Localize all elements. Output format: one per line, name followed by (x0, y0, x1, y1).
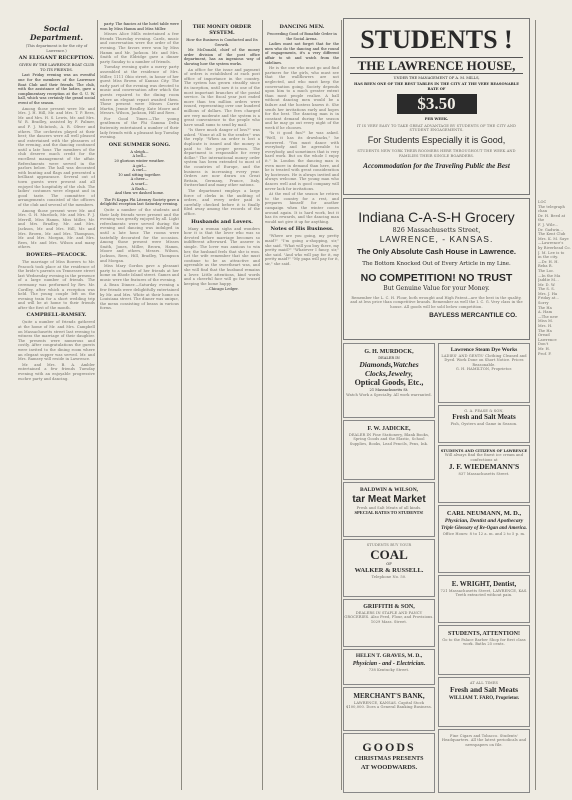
grocery-ad: Indiana C-A-S-H Grocery 826 Massachusetts Street, LAWRENCE, - KANSAS. The Only Absolute Cash House in Lawrence. The Bottom Knocked Out of Every Article in my Line. NO COMPETITION! NO TRUST But Genuine Value for your Money. Remember the L. C. H. Flour, both wrought and High Patent—are the best in the quality, and at less price than competitive brands. Remember as well the I. C. G. Very class in the house. All goods will be sold below competition. BAYLESS MERCANTILE CO. (343, 198, 530, 340)
cut-off-column: LOC The telegraph chan Dr. H. Beed at the F. J. Wile... Dr. Gadwin... The Kent Club Mrs. K. M. Saye —Lawrence's by Riverhead Co. J. M. Lee is to in the city. —Dr. H. H. Reba R. The Loc. —In the Ma Jaddie M... Mr. D. W. The S. S. Mrs. J. Ha Friday at... Sorry The Ha A. Ham —The new Miss M. Mrs. H. The Ha Oread Lawrence Don't Mr. H. Prof. F. (538, 200, 571, 356)
poem-line: A cheer— (130, 177, 149, 182)
column-society-notes: party. The fancies at the hotel table were won by Miss Hamm and Miss Miller. Misses Alice Mills entertained a few friends Thursday evening. Cards, music and conversation were the order of the evening. The favors were won by Miss Hamm and Mr. Jackson. Mr. and Mrs. Smith of the Eldridge gave a dinner party Sunday to a number of friends. Tuesday evening quite a merry party assembled at the residence of Mrs. Miller, 1111 Ohio street, in honor of her guest Miss Brown of Kansas City. The early part of the evening was devoted to music and conversation after which the guests repaired to the dining room where an elegant repast awaited them. Those present were Misses Carrie Martin, Jennie Bradley, Kate Moore and Messrs. Wilson, Jackson, Hill and Rees. For Good Times.—The young gentlemen of the Phi Gamma Delta fraternity entertained a number of their lady friends with a pleasant hop Tuesday evening. ONE SUMMER SONG. A sleigh— A bell— 20 glorious winter weather. A girl— A curl— 10 and sitting together. A cheer— A scarf— A flash— And then we dashed home. The Pi Kappa Phi Literary Society gave a delightful reception last Saturday evening. Quite a number of the students and their lady friends were present and the evening was greatly enjoyed by all. Light refreshments were served during the evening and dancing was indulged in until a late hour. The rooms were tastefully decorated for the occasion. Among those present were Misses Smith, Jones, Miller, Brown, Hamm, Moore and others, Messrs. Wilson, Jackson, Rees, Hill, Bradley, Thompson and Morgan. Miss Mary Gordon gave a pleasant party to a number of her friends at her home on Rhode Island street. Games and music were the features of the evening. A Bean Dinner.—Saturday evening a few friends were delightfully entertained by Mr. and Mrs. White at their home on Louisiana street. The dinner was unique, the menu consisting of beans in various forms. (100, 22, 179, 311)
wiedemann-ad: STUDENTS AND CITIZENS OF LAWRENCE Will always find the finest ice cream and confections at J. F. WIEDEMANN'S 837 Massachusetts Street. (438, 445, 530, 503)
dancing-subheading: Proceeding Good of Bonafide Order in the Social Arena. (267, 32, 337, 41)
neumann-name: CARL NEUMANN, M. D., (446, 510, 522, 517)
students-especially: For Students Especially it is Good, (367, 135, 506, 146)
steam-dye-ad: Lawrence Steam Dye Works LADIES' AND GENTS' Clothing Cleaned and Dyed. Work Done on Short Notice. Prices Reasonable. G. H. HAMILTON, Proprietor. (438, 343, 530, 403)
column-rule (181, 20, 182, 790)
lawrence-house-management: UNDER THE MANAGEMENT OF A. M. MILLS, (393, 76, 480, 80)
graves-ad: HELEN T. GRAVES, M. D., Physician - and - Electrician. 738 Kentucky Street. (343, 649, 435, 685)
column-dancing: DANCING MEN. Proceeding Good of Bonafide Order in the Social Arena. Ladies must not forget that for the men who do the dancing and the round of engagements, it's a very different affair to sit and watch from the sidelines. He is the one who must go and find partners for the girls, who must see that the wallflowers are not neglected, and who must keep the conversation going. Society depends upon him to a much greater extent than most people realize. A ball without dancing men would be a failure and the hostess knows it. She sends her invitations early and hopes for the best. The dancing man is in constant demand during the season and he may go out every night of the week if he chooses. "Is it good fun?" he was asked. "Well, it has its drawbacks," he answered. "You must dance with everybody and be agreeable to everybody, and sometimes that is very hard work. But on the whole I enjoy it." In London the dancing man is even more in demand than here, and he is treated with great consideration by hostesses. He is always invited and always welcome. The young man who dances well and is good company will never lack for invitations. At the end of the season he retires to the country for a rest, and prepares himself for another campaign when the winter comes around again. It is hard work, but it has its rewards, and the dancing man would not give it up for anything. Notes of His Business. "Where are you going, my pretty maid?" "I'm going a-shopping, sir," she said. "What will you buy there, my pretty maid?" "Whatever I fancy, sir," she said. "And who will pay for it, my pretty maid?" "My papa will pay for it, sir," she said. (265, 24, 339, 266)
social-subtitle: (This department is for the city of Lawrence.) (25, 44, 88, 53)
column-rule (262, 20, 263, 790)
grocery-title: Indiana C-A-S-H Grocery (358, 209, 515, 225)
poem-line: A bell— (132, 154, 147, 159)
column-rule (535, 20, 536, 790)
poem-line: 10 and sitting together. (118, 172, 161, 177)
fresh-meats-ad-2: AT ALL TIMES Fresh and Salt Meats WILLIAM T. FARO, Proprietor. (438, 677, 530, 727)
ledger-signature: —Chicago Ledger. (205, 287, 239, 292)
students-title: STUDENTS ! (360, 25, 513, 54)
business-heading: Notes of His Business. (270, 226, 334, 233)
poem-line: A sleigh— (130, 149, 149, 154)
coal-ad: STUDENTS BUY YOUR COAL OF WALKER & RUSSELL. Telephone No. 50. (343, 539, 435, 597)
attention-ad: STUDENTS, ATTENTION! Go to the Palace Barber Shop for first class work. Baths 25 cents. (438, 625, 530, 675)
poem (100, 150, 179, 196)
grocery-address: 826 Massachusetts Street, (392, 226, 481, 234)
fresh-meats-ad-1: G. A. PEASE & SON, Fresh and Salt Meats Fish, Oysters and Game in Season. (438, 405, 530, 443)
coal-title: COAL (370, 547, 408, 563)
murdock-name: G. H. MURDOCK, (364, 349, 414, 355)
lawrence-house-name: THE LAWRENCE HOUSE, (350, 57, 523, 74)
money-order-subheading: How the Business is Conducted and Its Growth. (186, 38, 258, 47)
lawrence-house-ad: STUDENTS ! THE LAWRENCE HOUSE, UNDER THE MANAGEMENT OF A. M. MILLS, HAS BEEN ONE OF THE BEST TABLES IN THE CITY AT THE VERY REASONABLE RATE OF $3.50 PER WEEK. IT IS VERY EASY TO TAKE GREAT ADVANTAGE BY STUDENTS OF THE CITY AND STUDENT ENGAGEMENTS. For Students Especially it is Good, STUDENTS NEW YORK THEIR ROOMERS HERE THROUGHOUT THE WEEK AND FAMILIES THEIR SINGLE BOARDERS. Accommodation for the Traveling Public the Best (343, 18, 530, 195)
woodwards: AT WOODWARDS. (360, 764, 418, 771)
jadicke-name: F. W. JADICKE, (367, 426, 411, 432)
faro-proprietor: WILLIAM T. FARO, Proprietor. (448, 696, 520, 702)
goods-title: GOODS (362, 740, 416, 754)
steam-dye-title: Lawrence Steam Dye Works (450, 347, 518, 353)
wiedemann-name: J. F. WIEDEMANN'S (448, 462, 520, 472)
graves-name: HELEN T. GRAVES, M. D., (355, 653, 423, 659)
poem-line: And then we dashed home. (114, 191, 165, 196)
meat-market-ad: BALDWIN & WILSON, tar Meat Market Fresh and Salt Meats of all kinds. SPECIAL RATES TO STUDENTS! (343, 482, 435, 537)
attention-title: STUDENTS, ATTENTION! (448, 631, 520, 637)
fresh-meats-title-1: Fresh and Salt Meats (452, 413, 516, 422)
meat-market-title: tar Meat Market (352, 494, 426, 505)
bayless-signature: BAYLESS MERCANTILE CO. (429, 312, 517, 320)
social-title: Social Department. (29, 24, 84, 42)
poem-line: A girl— (132, 163, 147, 168)
dancing-heading: DANCING MEN. (279, 24, 325, 30)
per-week-label: PER WEEK. (424, 117, 449, 122)
grocery-city: LAWRENCE, - KANSAS. (379, 234, 494, 244)
special-rates: SPECIAL RATES TO STUDENTS! (354, 510, 424, 516)
grocery-bottom-line: The Bottom Knocked Out of Every Article in my Line. (362, 261, 511, 267)
merchants-bank-name: MERCHANT'S BANK, (353, 692, 425, 700)
column-rule (97, 20, 98, 790)
griffith-name: GRIFFITH & SON, (363, 604, 415, 610)
reception-heading: AN ELEGANT RECEPTION. (18, 55, 95, 62)
neumann-triple: Triple Glossary of Re-Ogan and America. (441, 526, 527, 531)
students-citizens: STUDENTS AND CITIZENS OF LAWRENCE (440, 449, 528, 453)
poem-line: A curl— (132, 168, 147, 173)
baldwin-name: BALDWIN & WILSON, (359, 487, 419, 493)
murdock-optical: Optical Goods, Etc., (354, 378, 424, 388)
reception-subheading: GIVEN BY THE LAWRENCE BOAT CLUB TO ITS FRIENDS. (19, 63, 94, 72)
accommodation-line: Accommodation for the Traveling Public the Best (363, 162, 510, 171)
neumann-profession: Physician, Dentist and Apothecary (444, 518, 524, 524)
jadicke-ad: F. W. JADICKE, DEALER IN Fine Stationery, Blank Books, Spring Goods and the Elastic, School Supplies, Books, Lead Pencils, Pens, Ink. (343, 420, 435, 480)
song-heading: ONE SUMMER SONG. (108, 141, 171, 148)
genuine-value: But Genuine Value for your Money. (383, 285, 490, 292)
husbands-heading: Husbands and Lovers. (191, 218, 253, 225)
dentist-ad: E. WRIGHT, Dentist, 721 Massachusetts Street, LAWRENCE, KAS. Teeth extracted without pain. (438, 575, 530, 623)
column-rule (341, 20, 342, 790)
column-social: Social Department. (This department is for the city of Lawrence.) AN ELEGANT RECEPTION. GIVEN BY THE LAWRENCE BOAT CLUB TO ITS FRIENDS. Last Friday evening was an eventful one for the members of the Lawrence Boat Club and their friends. The club, with the assistance of the ladies, gave a complimentary reception at the G. U. W. hall, which was certainly the grand social event of the season. Among those present were Mr. and Mrs. J. H. Hill, Mr. and Mrs. T. P. Rees, Mr. and Mrs. H. S. Lewis, Mr. and Mrs. W. R. Bradley, assisted by F. Palmer, and F. J. McIntosh, A. R. Oliver and others. The orchestra played at their best; the dancers were all well pleased and entertained with the pleasures of the evening, and the dancing continued until a late hour. The members of the club deserve much credit for the excellent management of the affair. Refreshments were served in the parlors below. The hall was decorated with bunting and flags and presented a brilliant appearance. Several out of town guests were present and all enjoyed the hospitality of the club. The ladies' costumes were elegant and in good taste. The committee of arrangements consisted of the officers of the club and several of the members. Among those present were Mr. and Mrs. G. H. Murdock, Mr. and Mrs. F. J. Merrill, Miss Hamm, Miss Miller, Mr. and Mrs. Bradley, Mr. and Mrs. Jackson, Mr. and Mrs. Hill, Mr. and Mrs. Brown, Mr. and Mrs. Thompson, Mr. and Mrs. Morgan, Mr. and Mrs. Rees, Mr. and Mrs. Wilson and many others. BOWERS—PEACOCK. The marriage of Miss Bowers to Mr. Peacock took place at the residence of the bride's parents on Tennessee street last Wednesday evening in the presence of a large number of friends. The ceremony was performed by Rev. Mr. Cordley, after which a reception was held. The young couple left on the evening train for a short wedding trip and will be at home to their friends after the first of the month. CAMPBELL-RAMSEY. Quite a number of friends gathered at the home of Mr. and Mrs. Campbell on Massachusetts street last evening to witness the marriage of their daughter. The presents were numerous and costly. After congratulations the guests were invited to the dining room where an elegant supper was served. Mr. and Mrs. Ramsey will reside in Lawrence. Mr. and Mrs. B. A. Ambler entertained a few friends Tuesday evening with an enjoyable progressive euchre party and dancing. (18, 24, 95, 381)
poem-line: A scarf— (131, 182, 148, 186)
bowers-heading: BOWERS—PEACOCK. (26, 251, 87, 258)
murdock-goods: Diamonds,Watches Clocks,Jewelry, (359, 360, 419, 379)
poem-line: A flash— (131, 186, 148, 191)
price-badge: $3.50 (397, 94, 477, 114)
graves-profession: Physician - and - Electrician. (352, 661, 426, 667)
neumann-ad: CARL NEUMANN, M. D., Physician, Dentist and Apothecary Triple Glossary of Re-Ogan and America. Office Hours: 8 to 12 a. m. and 2 to 5 p. m. (438, 505, 530, 573)
murdock-ad: G. H. MURDOCK, DEALER IN Diamonds,Watches Clocks,Jewelry, Optical Goods, Etc., 21 Massachusetts St. Watch Work a Specialty. All work warranted. (343, 343, 435, 418)
column-money-order: THE MONEY ORDER SYSTEM. How the Business is Conducted and Its Growth. Mr. McDonald, chief of the money order division of the post office department, has an ingenious way of showing how the system works. An office for the issue and payment of orders is established at each post office of importance in the country. The system has grown steadily since its inception, until now it is one of the most important branches of the postal service. In the fiscal year just ended more than ten million orders were issued, representing over one hundred millions of dollars. The fees charged are very moderate and the system is a great convenience to the people who have small sums to send by mail. "Is there much danger of loss?" was asked. "None at all to the sender," was the reply. "When an order is lost a duplicate is issued and the money is paid to the proper person. The department is responsible for every dollar." The international money order system has been extended to most of the countries of Europe, and the business is increasing every year. Orders are now drawn on Great Britain, Germany, France, Italy, Switzerland and many other nations. The department employs a large force of clerks in the auditing of orders, and every order paid is carefully checked before it is finally filed away among the records of the office. Husbands and Lovers. Many a woman sighs and wonders how it is that the lover who was so devoted before marriage becomes so indifferent afterward. The answer is simple. The lover was anxious to win her, the husband feels that she is won. Let the wife remember that she must continue to be as attractive and agreeable as the sweetheart was, and she will find that the husband remains a lover. Little attentions, kind words and a cheerful face will go far toward keeping the home happy. —Chicago Ledger. (184, 24, 260, 292)
dentist-name: E. WRIGHT, Dentist, (451, 580, 517, 588)
fresh-meats-title-2: Fresh and Salt Meats (450, 685, 518, 695)
dancing-paragraph: Ladies must not forget that for the men who do the dancing and the round of engagements, it's a very different affair to sit and watch from the sidelines. (265, 42, 339, 65)
reception-paragraph: Last Friday evening was an eventful one for the members of the Lawrence Boat Club and their friends. The club, with the assistance of the ladies, gave a complimentary reception at the G. U. W. hall, which was certainly the grand social event of the season. (18, 73, 95, 105)
no-competition: NO COMPETITION! NO TRUST (360, 272, 513, 284)
money-order-heading: THE MONEY ORDER SYSTEM. (192, 24, 252, 36)
party-paragraph: party. The fancies at the hotel table were won by Miss Hamm and Miss Miller. (100, 22, 179, 31)
campbell-heading: CAMPBELL-RAMSEY. (26, 312, 87, 319)
merchants-bank-ad: MERCHANT'S BANK, LAWRENCE, KANSAS. Capital Stock $100,000. Does a General Banking Business. (343, 687, 435, 731)
money-order-paragraph: Mr. McDonald, chief of the money order division of the post office department, has an ingenious way of showing how the system works. (184, 48, 260, 66)
walker-russell: WALKER & RUSSELL. (354, 566, 424, 574)
christmas-presents: CHRISTMAS PRESENTS (354, 756, 424, 762)
grocery-only-cash: The Only Absolute Cash House in Lawrence. (357, 247, 516, 256)
lawrence-house-tagline: HAS BEEN ONE OF THE BEST TABLES IN THE CITY AT THE VERY REASONABLE RATE OF (354, 82, 519, 91)
griffith-ad: GRIFFITH & SON, DEALERS IN STAPLE AND FANCY GROCERIES. Also Feed, Flour, and Provisions. 1029 Mass. Street. (343, 599, 435, 647)
misc-ad: Fine Cigars and Tobacco. Students' Headquarters. All the latest periodicals and newspapers on file. (438, 729, 530, 793)
society-paragraph: The Pi Kappa Phi Literary Society gave a delightful reception last Saturday evening. (100, 197, 179, 207)
poem-line: 20 glorious winter weather. (114, 159, 165, 164)
woodwards-ad (343, 733, 435, 793)
murdock-address: 21 Massachusetts St. (369, 388, 409, 393)
